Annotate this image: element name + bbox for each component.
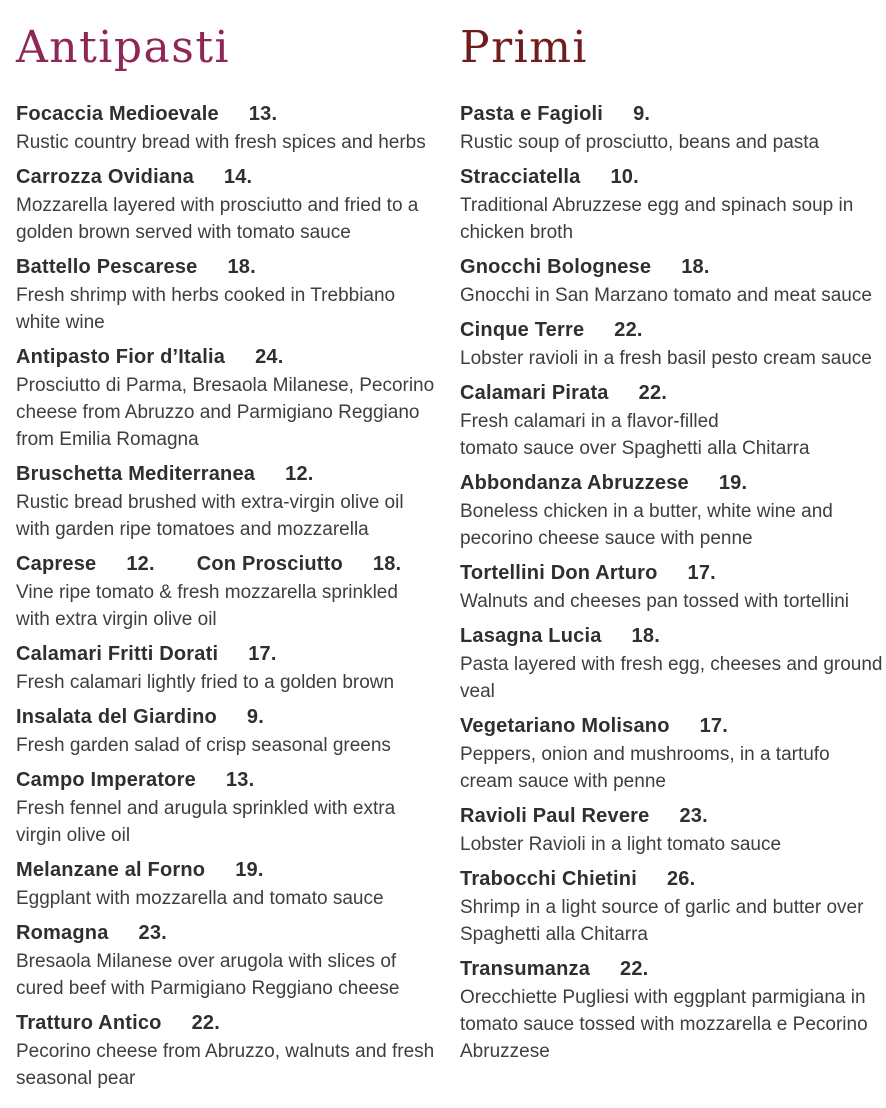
menu-item [16, 345, 435, 453]
dish-title-line [460, 867, 870, 891]
dish-description [460, 282, 870, 309]
dish-title-line [460, 318, 870, 342]
menu-item [460, 102, 870, 156]
dish-description [16, 192, 426, 246]
menu-item [460, 165, 870, 246]
menu-item [460, 255, 870, 309]
dish-name: Antipasto Fior d’Italia [16, 346, 226, 368]
dish-description [460, 831, 870, 858]
menu-item [16, 102, 426, 156]
dish-price: 9. [633, 103, 651, 125]
section-title-primi: Primi [460, 22, 589, 73]
dish-title-line [16, 255, 426, 279]
dish-price: 12. [126, 553, 155, 575]
dish-title-line [460, 804, 870, 828]
item-list-antipasti [16, 102, 435, 1092]
dish-name: Ravioli Paul Revere [460, 805, 650, 827]
dish-name: Stracciatella [460, 166, 581, 188]
dish-description [16, 129, 426, 156]
dish-description [460, 741, 870, 795]
dish-name: Lasagna Lucia [460, 625, 602, 647]
dish-name: Melanzane al Forno [16, 859, 206, 881]
menu-column-primi [460, 20, 883, 1101]
dish-description-line: Bresaola Milanese over arugola with slices of [16, 951, 397, 972]
dish-description-line: tomato sauce over Spaghetti alla Chitarra [460, 438, 810, 459]
dish-name: Cinque Terre [460, 319, 585, 341]
dish-description-line: Pecorino cheese from Abruzzo, walnuts and fresh [16, 1041, 435, 1062]
dish-description [16, 282, 426, 336]
dish-description-line: cured beef with Parmigiano Reggiano cheese [16, 978, 400, 999]
dish-description-line: veal [460, 681, 495, 702]
dish-price: 19. [718, 472, 748, 494]
dish-description [460, 345, 870, 372]
dish-name: Bruschetta Mediterranea [16, 463, 256, 485]
dish-title-line [460, 714, 870, 738]
dish-description [16, 489, 426, 543]
dish-title-line [460, 471, 870, 495]
menu-column-antipasti [16, 20, 435, 1101]
menu-item [16, 255, 426, 336]
dish-description [460, 894, 870, 948]
dish-price: 18. [681, 256, 710, 278]
dish-description [460, 651, 883, 705]
menu-item [16, 552, 426, 633]
dish-description [16, 1038, 435, 1092]
dish-description [460, 192, 870, 246]
dish-name: Vegetariano Molisano [460, 715, 670, 737]
dish-title-line [16, 102, 426, 126]
dish-description-line: Boneless chicken in a butter, white wine and [460, 501, 833, 522]
dish-price: 13. [248, 103, 278, 125]
menu-item [16, 165, 426, 246]
dish-description [460, 588, 870, 615]
dish-title-line [16, 768, 426, 792]
dish-description-line: Walnuts and cheeses pan tossed with tortellini [460, 591, 850, 612]
dish-description-line: Fresh garden salad of crisp seasonal greens [16, 735, 391, 756]
dish-description [16, 372, 435, 453]
dish-title-line [16, 1011, 426, 1035]
dish-title-line [460, 102, 870, 126]
dish-price: 9. [246, 706, 265, 728]
dish-description-line: from Emilia Romagna [16, 429, 199, 450]
dish-title-line [16, 705, 426, 729]
dish-description [460, 408, 870, 462]
dish-description [16, 579, 426, 633]
dish-description-line: with extra virgin olive oil [16, 609, 217, 630]
dish-title-line [16, 165, 426, 189]
dish-price: 10. [610, 166, 639, 188]
dish-price: 12. [285, 463, 314, 485]
dish-price: 22. [191, 1012, 220, 1034]
menu-item [460, 471, 870, 552]
dish-price: 17. [248, 643, 277, 665]
dish-description-line: Shrimp in a light source of garlic and butter over [460, 897, 864, 918]
dish-description-line: Rustic bread brushed with extra-virgin olive oil [16, 492, 404, 513]
menu-item [16, 921, 426, 1002]
dish-title-line [460, 165, 870, 189]
menu-item [460, 318, 870, 372]
dish-description-line: Peppers, onion and mushrooms, in a tartufo [460, 744, 830, 765]
dish-description-line: Spaghetti alla Chitarra [460, 924, 648, 945]
dish-price: 17. [699, 715, 729, 737]
dish-description-line: Fresh shrimp with herbs cooked in Trebbiano [16, 285, 396, 306]
dish-price: 22. [638, 382, 668, 404]
dish-title-line [460, 381, 870, 405]
dish-description [16, 948, 426, 1002]
dish-price: 17. [687, 562, 716, 584]
dish-title-line [460, 561, 870, 585]
dish-description-line: Fresh fennel and arugula sprinkled with extra [16, 798, 396, 819]
dish-description-line: Prosciutto di Parma, Bresaola Milanese, Pecorino [16, 375, 435, 396]
dish-price: 18. [631, 625, 660, 647]
dish-description-line: Lobster Ravioli in a light tomato sauce [460, 834, 782, 855]
menu-item [16, 858, 426, 912]
dish-name: Calamari Fritti Dorati [16, 643, 219, 665]
dish-description-line: Eggplant with mozzarella and tomato sauce [16, 888, 384, 909]
dish-description-line: Fresh calamari in a flavor-filled [460, 411, 719, 432]
dish-price: 14. [223, 166, 253, 188]
dish-title-line [16, 921, 426, 945]
dish-name: Focaccia Medioevale [16, 103, 219, 125]
menu-item [16, 1011, 435, 1092]
dish-name: Insalata del Giardino [16, 706, 217, 728]
dish-description-line: Vine ripe tomato & fresh mozzarella sprinkled [16, 582, 398, 603]
dish-title-line [16, 462, 426, 486]
menu-item [460, 804, 870, 858]
dish-description [16, 795, 426, 849]
dish-price: 24. [255, 346, 284, 368]
dish-description-line: Traditional Abruzzese egg and spinach soup in [460, 195, 854, 216]
dish-description-line: Mozzarella layered with prosciutto and fried to a [16, 195, 419, 216]
dish-title-line [460, 624, 870, 648]
dish-price: 18. [372, 553, 402, 575]
dish-description-line: cream sauce with penne [460, 771, 666, 792]
menu-item [460, 714, 870, 795]
dish-name: Trabocchi Chietini [460, 868, 637, 890]
menu-item [460, 867, 870, 948]
dish-price: 22. [620, 958, 649, 980]
dish-price: 22. [614, 319, 643, 341]
dish-description [460, 984, 870, 1065]
dish-description-line: pecorino cheese sauce with penne [460, 528, 753, 549]
menu-item [16, 462, 426, 543]
item-list-primi [460, 102, 883, 1065]
dish-description-line: Lobster ravioli in a fresh basil pesto cream sauce [460, 348, 872, 369]
dish-name: Tortellini Don Arturo [460, 562, 658, 584]
menu-item [16, 642, 426, 696]
dish-description-line: Rustic soup of prosciutto, beans and pasta [460, 132, 820, 153]
dish-description-line: Orecchiette Pugliesi with eggplant parmigiana in [460, 987, 866, 1008]
dish-name: Campo Imperatore [16, 769, 196, 791]
dish-description [16, 885, 426, 912]
dish-price: 13. [225, 769, 255, 791]
dish-description [460, 498, 870, 552]
menu-item [460, 561, 870, 615]
dish-description-line: Abruzzese [460, 1041, 550, 1062]
dish-name: Abbondanza Abruzzese [460, 472, 689, 494]
dish-title-line [16, 552, 426, 576]
dish-description-line: virgin olive oil [16, 825, 131, 846]
dish-name: Con Prosciutto [196, 553, 343, 575]
dish-description-line: Fresh calamari lightly fried to a golden brown [16, 672, 395, 693]
dish-name: Romagna [16, 922, 109, 944]
section-title-antipasti: Antipasti [16, 22, 231, 73]
dish-description-line: Gnocchi in San Marzano tomato and meat sauce [460, 285, 872, 306]
dish-title-line [460, 255, 870, 279]
dish-description-line: Rustic country bread with fresh spices and herbs [16, 132, 426, 153]
dish-price: 23. [679, 805, 708, 827]
dish-description [460, 129, 870, 156]
dish-description-line: chicken broth [460, 222, 574, 243]
menu-item [460, 957, 870, 1065]
dish-title-line [16, 642, 426, 666]
dish-description-line: tomato sauce tossed with mozzarella e Pecorino [460, 1014, 868, 1035]
dish-title-line [16, 858, 426, 882]
dish-price: 26. [666, 868, 696, 890]
dish-description [16, 732, 426, 759]
dish-name: Transumanza [460, 958, 591, 980]
menu-item [16, 705, 426, 759]
dish-name: Tratturo Antico [16, 1012, 162, 1034]
dish-description [16, 669, 426, 696]
menu-item [460, 381, 870, 462]
dish-description-line: Pasta layered with fresh egg, cheeses and ground [460, 654, 883, 675]
dish-description-line: seasonal pear [16, 1068, 136, 1089]
dish-name: Gnocchi Bolognese [460, 256, 652, 278]
dish-name: Pasta e Fagioli [460, 103, 604, 125]
dish-description-line: cheese from Abruzzo and Parmigiano Reggiano [16, 402, 420, 423]
dish-description-line: white wine [16, 312, 105, 333]
dish-description-line: with garden ripe tomatoes and mozzarella [16, 519, 369, 540]
menu-item [16, 768, 426, 849]
dish-price: 19. [235, 859, 264, 881]
dish-name: Battello Pescarese [16, 256, 198, 278]
dish-title-line [16, 345, 426, 369]
dish-description-line: golden brown served with tomato sauce [16, 222, 351, 243]
dish-name: Calamari Pirata [460, 382, 609, 404]
dish-title-line [460, 957, 870, 981]
menu-item [460, 624, 883, 705]
dish-name: Caprese [16, 553, 97, 575]
dish-price: 23. [138, 922, 167, 944]
dish-price: 18. [227, 256, 256, 278]
dish-name: Carrozza Ovidiana [16, 166, 194, 188]
